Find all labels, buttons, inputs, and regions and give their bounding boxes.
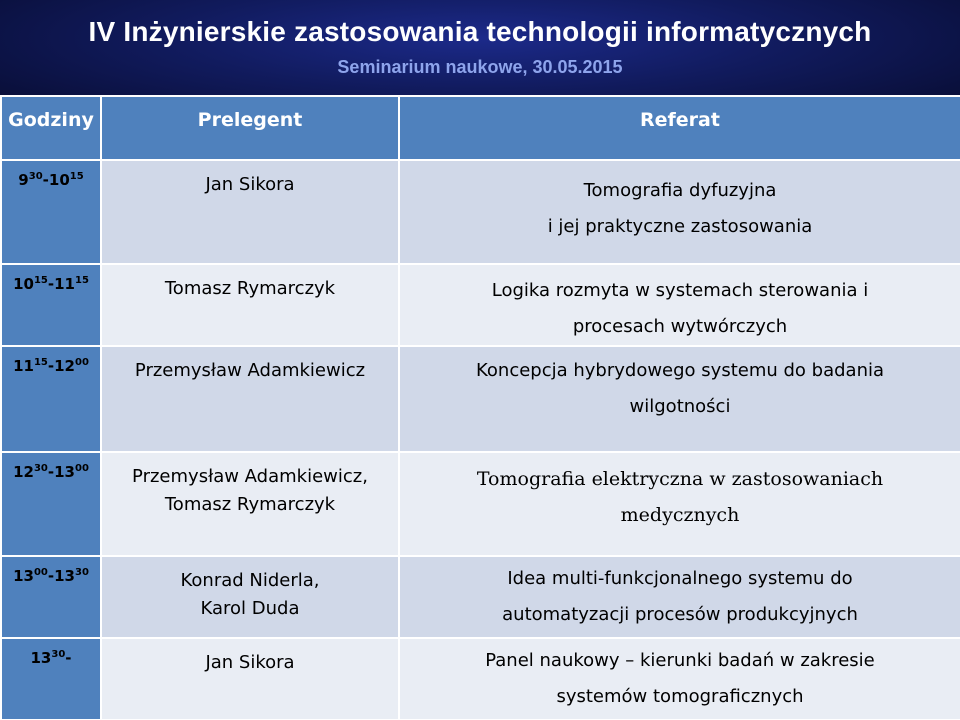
speaker-cell: Przemysław Adamkiewicz [101, 346, 399, 452]
table-row [1, 452, 960, 556]
table-row [1, 346, 960, 452]
speaker-cell: Jan Sikora [101, 638, 399, 720]
talk-cell: Tomografia dyfuzyjna i jej praktyczne zastosowania [399, 160, 960, 264]
title-banner [0, 0, 960, 95]
time-cell: $13^{00}-13^{30}$ [1, 556, 101, 638]
talk-cell: Tomografia elektryczna w zastosowaniach medycznych [399, 452, 960, 556]
talk-cell: Panel naukowy – kierunki badań w zakresie systemów tomograficznych [399, 638, 960, 720]
time-cell: $10^{15}-11^{15}$ [1, 264, 101, 346]
speaker-cell: Konrad Niderla, Karol Duda [101, 556, 399, 638]
table-row [1, 638, 960, 720]
time-cell: $11^{15}-12^{00}$ [1, 346, 101, 452]
table-row [1, 556, 960, 638]
speaker-cell: Przemysław Adamkiewicz, Tomasz Rymarczyk [101, 452, 399, 556]
page-subtitle: Seminarium naukowe, 30.05.2015 [337, 57, 623, 77]
speaker-cell: Jan Sikora [101, 160, 399, 264]
time-cell: $12^{30}-13^{00}$ [1, 452, 101, 556]
table-row [1, 160, 960, 264]
talk-cell: Idea multi-funkcjonalnego systemu do automatyzacji procesów produkcyjnych [399, 556, 960, 638]
time-cell: $13^{30}-$ [1, 638, 101, 720]
table-row [1, 264, 960, 346]
page-title: IV Inżynierskie zastosowania technologii informatycznych [88, 16, 872, 47]
schedule-table [0, 95, 960, 720]
time-cell: $9^{30}-10^{15}$ [1, 160, 101, 264]
talk-cell: Koncepcja hybrydowego systemu do badania wilgotności [399, 346, 960, 452]
column-header-talk: Referat [399, 96, 960, 160]
column-header-hours: Godziny [1, 96, 101, 160]
table-header-row [1, 96, 960, 160]
column-header-speaker: Prelegent [101, 96, 399, 160]
talk-cell: Logika rozmyta w systemach sterowania i procesach wytwórczych [399, 264, 960, 346]
speaker-cell: Tomasz Rymarczyk [101, 264, 399, 346]
